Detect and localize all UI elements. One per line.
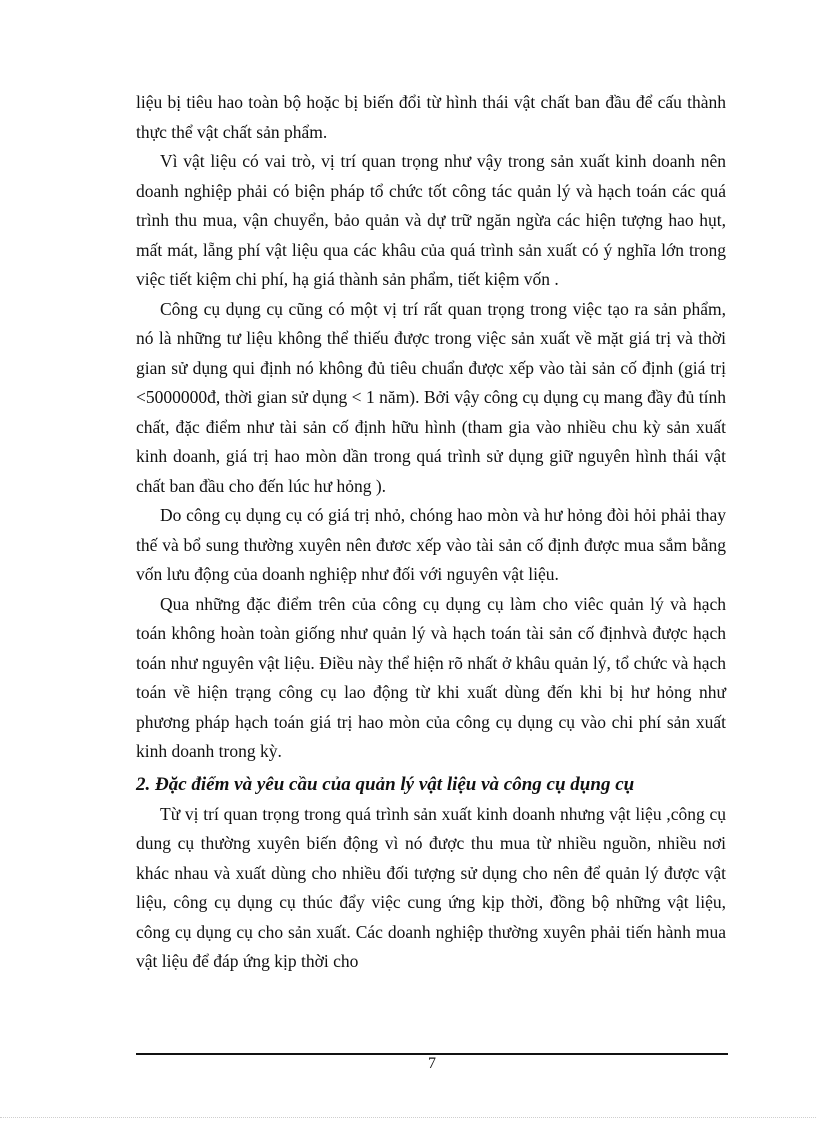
paragraph-4: Do công cụ dụng cụ có giá trị nhỏ, chóng hao mòn và hư hỏng đòi hỏi phải thay thế và bổ sung thường xuyên nên đươc xếp vào tài sản cố định được mua sắm bằng vốn lưu động của doanh nghiệp như đối với nguyên vật liệu. [136, 505, 726, 584]
paragraph-3: Công cụ dụng cụ cũng có một vị trí rất quan trọng trong việc tạo ra sản phẩm, nó là những tư liệu không thể thiếu được trong việc sản xuất về mặt giá trị và thời gian sử dụng qui định nó không đủ tiêu chuẩn được xếp vào tài sản cố định (giá trị <5000000đ, thời gian sử dụng < 1 năm). Bởi vậy công cụ dụng cụ mang đầy đủ tính chất, đặc điểm như tài sản cố định hữu hình (tham gia vào nhiều chu kỳ sản xuất kinh doanh, giá trị hao mòn dần trong quá trình sử dụng giữ nguyên hình thái vật chất ban đầu cho đến lúc hư hỏng ). [136, 298, 726, 496]
page-edge-divider [0, 1117, 816, 1118]
document-body [136, 88, 726, 977]
paragraph-1: liệu bị tiêu hao toàn bộ hoặc bị biến đổi từ hình thái vật chất ban đầu để cấu thành thực thể vật chất sản phẩm. [136, 92, 726, 142]
paragraph-2: Vì vật liệu có vai trò, vị trí quan trọng như vậy trong sản xuất kinh doanh nên doanh nghiệp phải có biện pháp tổ chức tốt công tác quản lý và hạch toán các quá trình thu mua, vận chuyển, bảo quản và dự trữ ngăn ngừa các hiện tượng hao hụt, mất mát, lẵng phí vật liệu qua các khâu của quá trình sản xuất có ý nghĩa lớn trong việc tiết kiệm chi phí, hạ giá thành sản phẩm, tiết kiệm vốn . [136, 151, 726, 289]
paragraph-6: Từ vị trí quan trọng trong quá trình sản xuất kinh doanh nhưng vật liệu ,công cụ dung cụ thường xuyên biến động vì nó được thu mua từ nhiều nguồn, nhiều nơi khác nhau và xuất dùng cho nhiều đối tượng sử dụng cho nên để quản lý được vật liệu, công cụ dụng cụ thúc đẩy việc cung ứng kịp thời, đồng bộ những vật liệu, công cụ dụng cụ cho sản xuất. Các doanh nghiệp thường xuyên phải tiến hành mua vật liệu để đáp ứng kịp thời cho [136, 803, 726, 971]
paragraph-5: Qua những đặc điểm trên của công cụ dụng cụ làm cho viêc quản lý và hạch toán không hoàn toàn giống như quản lý và hạch toán tài sản cố địnhvà được hạch toán như nguyên vật liệu. Điều này thể hiện rõ nhất ở khâu quản lý, tổ chức và hạch toán về hiện trạng công cụ lao động từ khi xuất dùng đến khi bị hư hỏng như phương pháp hạch toán giá trị hao mòn của công cụ dụng cụ vào chi phí sản xuất kinh doanh trong kỳ. [136, 593, 726, 761]
page-number: 7 [428, 1055, 436, 1072]
section-heading: 2. Đặc điểm và yêu cầu của quản lý vật liệu và công cụ dụng cụ [136, 773, 635, 795]
